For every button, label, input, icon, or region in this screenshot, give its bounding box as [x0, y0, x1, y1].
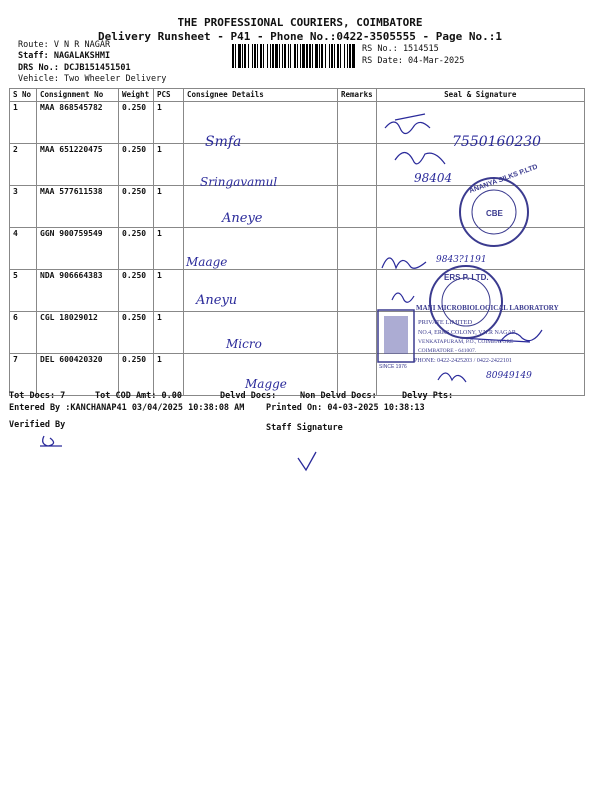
staff-signature-mark — [298, 452, 316, 470]
stamp-text: SINCE 1976 — [379, 364, 407, 370]
cell-remarks — [338, 228, 377, 270]
table-row — [10, 144, 585, 186]
stamp-text: MANI MICROBIOLOGICAL LABORATORY — [416, 304, 559, 312]
cell-consignee — [184, 186, 338, 228]
cell-weight: 0.250 — [119, 144, 154, 186]
handwritten-phone: 7550160230 — [452, 134, 542, 150]
entered-by: Entered By :KANCHANAP41 03/04/2025 10:38:08 AM — [9, 403, 245, 413]
handwritten-name: Maage — [186, 255, 228, 269]
cell-consignee — [184, 144, 338, 186]
cell-consignment: DEL 600420320 — [37, 354, 119, 396]
cell-remarks — [338, 312, 377, 354]
cell-remarks — [338, 102, 377, 144]
table-row — [10, 270, 585, 312]
handwritten-phone: 98404 — [414, 171, 453, 185]
cell-weight: 0.250 — [119, 354, 154, 396]
table-row — [10, 228, 585, 270]
table-row — [10, 312, 585, 354]
vehicle-label: Vehicle: Two Wheeler Delivery — [18, 74, 167, 84]
cell-sno: 6 — [10, 312, 37, 354]
cell-consignee — [184, 228, 338, 270]
staff-signature-label: Staff Signature — [266, 423, 343, 433]
cell-seal — [376, 228, 584, 270]
handwritten-name: Sringavamul — [200, 175, 278, 189]
barcode — [232, 44, 356, 68]
cell-weight: 0.250 — [119, 228, 154, 270]
cell-pcs: 1 — [154, 270, 184, 312]
cell-pcs: 1 — [154, 354, 184, 396]
handwritten-name: Micro — [226, 337, 262, 351]
stamp-text: ERS P. LTD. — [444, 273, 489, 282]
cell-sno: 4 — [10, 228, 37, 270]
cell-sno: 1 — [10, 102, 37, 144]
stamp-text: PHONE: 0422-2425203 / 0422-2422101 — [414, 358, 512, 364]
cell-pcs: 1 — [154, 186, 184, 228]
non-delivered-docs: Non Delvd Docs: — [300, 391, 377, 401]
handwritten-name: Smfa — [205, 134, 242, 150]
cell-consignee — [184, 354, 338, 396]
header-sno: S No — [10, 89, 37, 102]
cell-consignment: MAA 577611538 — [37, 186, 119, 228]
cell-pcs: 1 — [154, 312, 184, 354]
header-pcs: PCS — [154, 89, 184, 102]
header-consignee: Consignee Details — [184, 89, 338, 102]
cell-sno: 5 — [10, 270, 37, 312]
cell-pcs: 1 — [154, 144, 184, 186]
handwritten-phone: 9843?1191 — [436, 255, 487, 265]
cell-consignee — [184, 102, 338, 144]
header-remarks: Remarks — [338, 89, 377, 102]
handwritten-name: Aneye — [222, 211, 263, 226]
handwritten-name: Magge — [245, 377, 287, 391]
cell-seal — [376, 354, 584, 396]
cell-consignment: NDA 906664383 — [37, 270, 119, 312]
stamp-text: VENKATAPURAM, P.O., COIMBATORE — [418, 339, 514, 345]
total-cod-amount: Tot COD Amt: 0.00 — [95, 391, 182, 401]
handwritten-phone: 80949149 — [486, 371, 532, 381]
cell-pcs: 1 — [154, 228, 184, 270]
cell-seal — [376, 102, 584, 144]
rs-number: RS No.: 1514515 — [362, 44, 439, 54]
rs-date: RS Date: 04-Mar-2025 — [362, 56, 465, 66]
cell-remarks — [338, 270, 377, 312]
cell-consignment: MAA 651220475 — [37, 144, 119, 186]
cell-remarks — [338, 186, 377, 228]
cell-seal — [376, 312, 584, 354]
cell-seal — [376, 186, 584, 228]
route-label: Route: V N R NAGAR — [18, 40, 111, 50]
cell-consignee — [184, 312, 338, 354]
stamp-text: COIMBATORE - 641007. — [418, 348, 477, 354]
stamp-text: NO.4, ERKS COLONY, V.N.R NAGAR, — [418, 330, 518, 336]
cell-pcs: 1 — [154, 102, 184, 144]
cell-sno: 7 — [10, 354, 37, 396]
verified-by-label: Verified By — [9, 420, 66, 430]
runsheet-title: Delivery Runsheet - P41 - Phone No.:0422-3505555 - Page No.:1 — [98, 30, 502, 43]
table-row — [10, 102, 585, 144]
delivery-points: Delvy Pts: — [402, 391, 454, 401]
staff-label: Staff: NAGALAKSHMI — [18, 51, 111, 61]
stamp-text: ANANYA SILKS P.LTD — [468, 163, 539, 195]
header-seal-signature: Seal & Signature — [376, 89, 584, 102]
table-row — [10, 354, 585, 396]
delivered-docs: Delvd Docs: — [220, 391, 277, 401]
total-docs: Tot Docs: 7 — [9, 391, 66, 401]
cell-consignment: MAA 868545782 — [37, 102, 119, 144]
cell-remarks — [338, 144, 377, 186]
stamp-text: CBE — [486, 209, 503, 218]
cell-weight: 0.250 — [119, 270, 154, 312]
header-consignment: Consignment No — [37, 89, 119, 102]
cell-seal — [376, 144, 584, 186]
runsheet-table — [9, 88, 585, 396]
cell-consignment: GGN 900759549 — [37, 228, 119, 270]
table-row — [10, 186, 585, 228]
cell-consignee — [184, 270, 338, 312]
cell-seal — [376, 270, 584, 312]
company-title: THE PROFESSIONAL COURIERS, COIMBATORE — [177, 16, 423, 29]
printed-on: Printed On: 04-03-2025 10:38:13 — [266, 403, 425, 413]
cell-remarks — [338, 354, 377, 396]
cell-weight: 0.250 — [119, 102, 154, 144]
handwritten-name: Aneyu — [196, 293, 238, 308]
cell-consignment: CGL 18029012 — [37, 312, 119, 354]
stamp-text: PRIVATE LIMITED — [418, 319, 473, 326]
cell-weight: 0.250 — [119, 312, 154, 354]
cell-sno: 2 — [10, 144, 37, 186]
verified-signature — [40, 436, 62, 446]
cell-sno: 3 — [10, 186, 37, 228]
table-header-row — [10, 89, 585, 102]
cell-weight: 0.250 — [119, 186, 154, 228]
header-weight: Weight — [119, 89, 154, 102]
drs-number: DRS No.: DCJB151451501 — [18, 63, 131, 73]
